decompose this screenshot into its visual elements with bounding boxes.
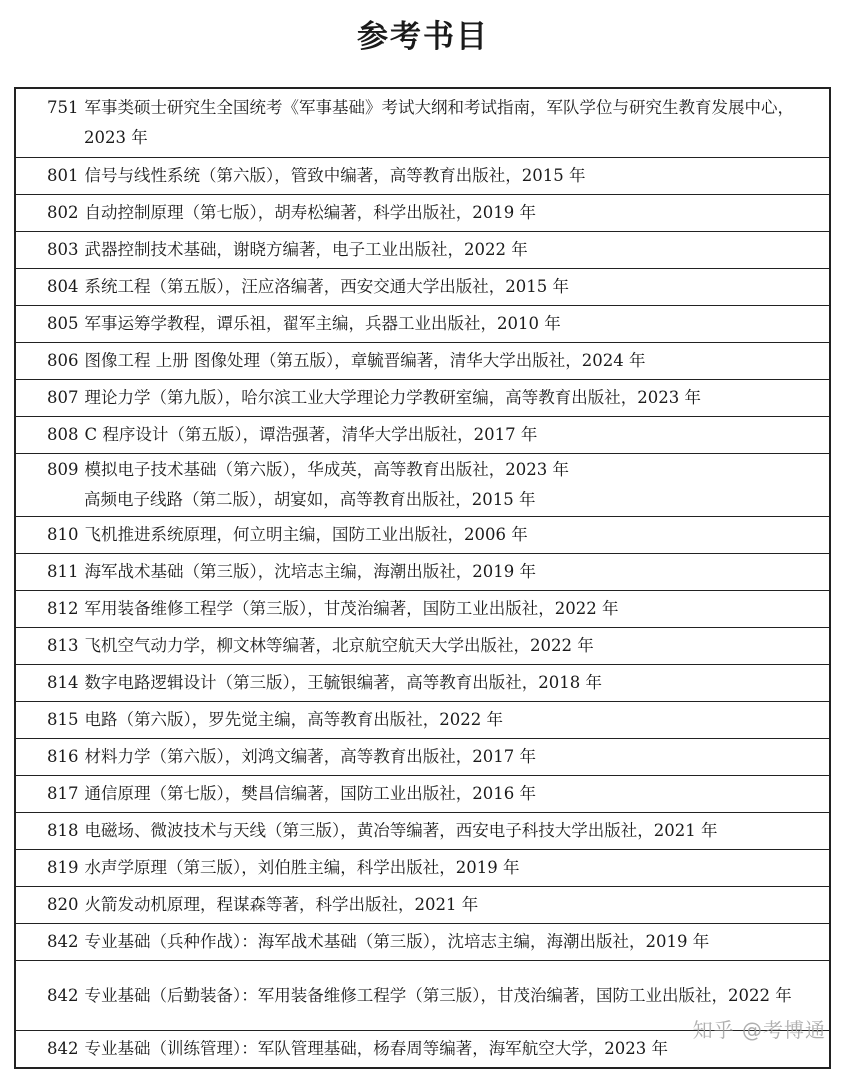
reference-cell: [15, 195, 830, 232]
reference-row: [15, 380, 830, 417]
reference-text: 图像工程 上册 图像处理（第五版），章毓晋编著，清华大学出版社，2024 年: [84, 351, 646, 370]
reference-row: [15, 591, 830, 628]
reference-entry: [47, 93, 819, 153]
reference-row: [15, 158, 830, 195]
reference-text: 系统工程（第五版），汪应洛编著，西安交通大学出版社，2015 年: [84, 277, 569, 296]
course-code: 812: [47, 599, 79, 618]
reference-cell: [15, 887, 830, 924]
watermark-text: 知乎 @考博通: [692, 1018, 826, 1042]
reference-cell: [15, 850, 830, 887]
reference-entry: [47, 198, 819, 228]
reference-text: 军用装备维修工程学（第三版），甘茂治编著，国防工业出版社，2022 年: [84, 599, 619, 618]
reference-entry: [47, 520, 819, 550]
reference-entry: [47, 742, 819, 772]
course-code: 806: [47, 351, 79, 370]
course-code: 803: [47, 240, 79, 259]
course-code: 842: [47, 932, 79, 951]
reference-text: 自动控制原理（第七版），胡寿松编著，科学出版社，2019 年: [84, 203, 536, 222]
reference-row: [15, 813, 830, 850]
reference-text: 专业基础（后勤装备）：军用装备维修工程学（第三版），甘茂治编著，国防工业出版社，2022 年: [84, 985, 792, 1005]
reference-entry: [47, 927, 819, 957]
reference-text: 专业基础（训练管理）：军队管理基础，杨春周等编著，海军航空大学，2023 年: [84, 1039, 668, 1058]
reference-row: [15, 454, 830, 517]
reference-row: [15, 924, 830, 961]
page-title: 参考书目: [357, 19, 489, 55]
course-code: 819: [47, 858, 79, 877]
course-code: 808: [47, 425, 79, 444]
reference-entry: [47, 631, 819, 661]
reference-cell: [15, 702, 830, 739]
reference-text: 电磁场、微波技术与天线（第三版），黄冶等编著，西安电子科技大学出版社，2021 年: [84, 821, 718, 840]
reference-text: C 程序设计（第五版），谭浩强著，清华大学出版社，2017 年: [84, 425, 538, 444]
reference-cell: [15, 380, 830, 417]
reference-entry: [47, 779, 819, 809]
reference-row: [15, 306, 830, 343]
reference-row: [15, 776, 830, 813]
course-code: 816: [47, 747, 79, 766]
reference-row: [15, 343, 830, 380]
course-code: 805: [47, 314, 79, 333]
course-code: 801: [47, 166, 79, 185]
reference-entry: [47, 383, 819, 413]
course-code: 814: [47, 673, 79, 692]
reference-text: 高频电子线路（第二版），胡宴如，高等教育出版社，2015 年: [84, 490, 536, 509]
reference-cell: [15, 88, 830, 158]
reference-cell: [15, 924, 830, 961]
reference-text: 电路（第六版），罗先觉主编，高等教育出版社，2022 年: [84, 710, 503, 729]
reference-row: [15, 554, 830, 591]
reference-table-body: [15, 88, 830, 1068]
reference-entry: [47, 420, 819, 450]
reference-entry: [47, 455, 819, 485]
reference-cell: [15, 269, 830, 306]
reference-text: 海军战术基础（第三版），沈培志主编，海潮出版社，2019 年: [84, 562, 536, 581]
reference-text: 武器控制技术基础，谢晓方编著，电子工业出版社，2022 年: [84, 240, 528, 259]
reference-row: [15, 887, 830, 924]
reference-text: 模拟电子技术基础（第六版），华成英，高等教育出版社，2023 年: [84, 460, 569, 479]
course-code: 811: [47, 562, 79, 581]
reference-cell: [15, 628, 830, 665]
course-code: 817: [47, 784, 79, 803]
reference-entry: [47, 309, 819, 339]
reference-row: [15, 665, 830, 702]
reference-text: 火箭发动机原理，程谋森等著，科学出版社，2021 年: [84, 895, 479, 914]
course-code: 813: [47, 636, 79, 655]
reference-cell: [15, 776, 830, 813]
reference-text: 军事类硕士研究生全国统考《军事基础》考试大纲和考试指南，军队学位与研究生教育发展中心，2023 年: [84, 98, 794, 147]
course-code: 842: [47, 985, 79, 1005]
reference-row: [15, 269, 830, 306]
reference-cell: [15, 232, 830, 269]
reference-cell: [15, 591, 830, 628]
reference-entry: [47, 816, 819, 846]
reference-entry: [47, 981, 819, 1011]
reference-text: 水声学原理（第三版），刘伯胜主编，科学出版社，2019 年: [84, 858, 520, 877]
reference-entry: [47, 161, 819, 191]
reference-entry: [47, 853, 819, 883]
reference-row: [15, 195, 830, 232]
reference-entry: [47, 346, 819, 376]
course-code: 815: [47, 710, 79, 729]
reference-text: 材料力学（第六版），刘鸿文编著，高等教育出版社，2017 年: [84, 747, 536, 766]
reference-cell: [15, 158, 830, 195]
reference-entry: [47, 557, 819, 587]
reference-row: [15, 417, 830, 454]
reference-row: [15, 739, 830, 776]
reference-entry: [47, 668, 819, 698]
reference-cell: [15, 343, 830, 380]
reference-text: 军事运筹学教程，谭乐祖，翟军主编，兵器工业出版社，2010 年: [84, 314, 561, 333]
reference-row: [15, 88, 830, 158]
reference-cell: [15, 417, 830, 454]
reference-cell: [15, 665, 830, 702]
course-code: 807: [47, 388, 79, 407]
course-code: 818: [47, 821, 79, 840]
course-code: 804: [47, 277, 79, 296]
course-code: 751: [47, 98, 79, 117]
reference-cell: [15, 554, 830, 591]
reference-cell: [15, 517, 830, 554]
reference-text: 信号与线性系统（第六版），管致中编著，高等教育出版社，2015 年: [84, 166, 586, 185]
reference-row: [15, 702, 830, 739]
reference-entry: [47, 705, 819, 735]
reference-text: 飞机推进系统原理，何立明主编，国防工业出版社，2006 年: [84, 525, 528, 544]
reference-text: 数字电路逻辑设计（第三版），王毓银编著，高等教育出版社，2018 年: [84, 673, 602, 692]
course-code: 820: [47, 895, 79, 914]
reference-row: [15, 628, 830, 665]
reference-cell: [15, 306, 830, 343]
course-code: 802: [47, 203, 79, 222]
reference-text: 专业基础（兵种作战）：海军战术基础（第三版），沈培志主编，海潮出版社，2019 年: [84, 932, 710, 951]
reference-entry: [47, 272, 819, 302]
reference-entry: [47, 890, 819, 920]
reference-row: [15, 517, 830, 554]
course-code: 810: [47, 525, 79, 544]
reference-entry: [47, 485, 819, 515]
reference-entry: [47, 594, 819, 624]
reference-text: 理论力学（第九版），哈尔滨工业大学理论力学教研室编，高等教育出版社，2023 年: [84, 388, 701, 407]
course-code: 842: [47, 1039, 79, 1058]
reference-text: 飞机空气动力学，柳文林等编著，北京航空航天大学出版社，2022 年: [84, 636, 594, 655]
reference-row: [15, 850, 830, 887]
reference-row: [15, 232, 830, 269]
reference-table: [14, 87, 831, 1069]
reference-cell: [15, 454, 830, 517]
reference-cell: [15, 813, 830, 850]
course-code: 809: [47, 460, 79, 479]
reference-text: 通信原理（第七版），樊昌信编著，国防工业出版社，2016 年: [84, 784, 536, 803]
reference-entry: [47, 235, 819, 265]
reference-cell: [15, 739, 830, 776]
